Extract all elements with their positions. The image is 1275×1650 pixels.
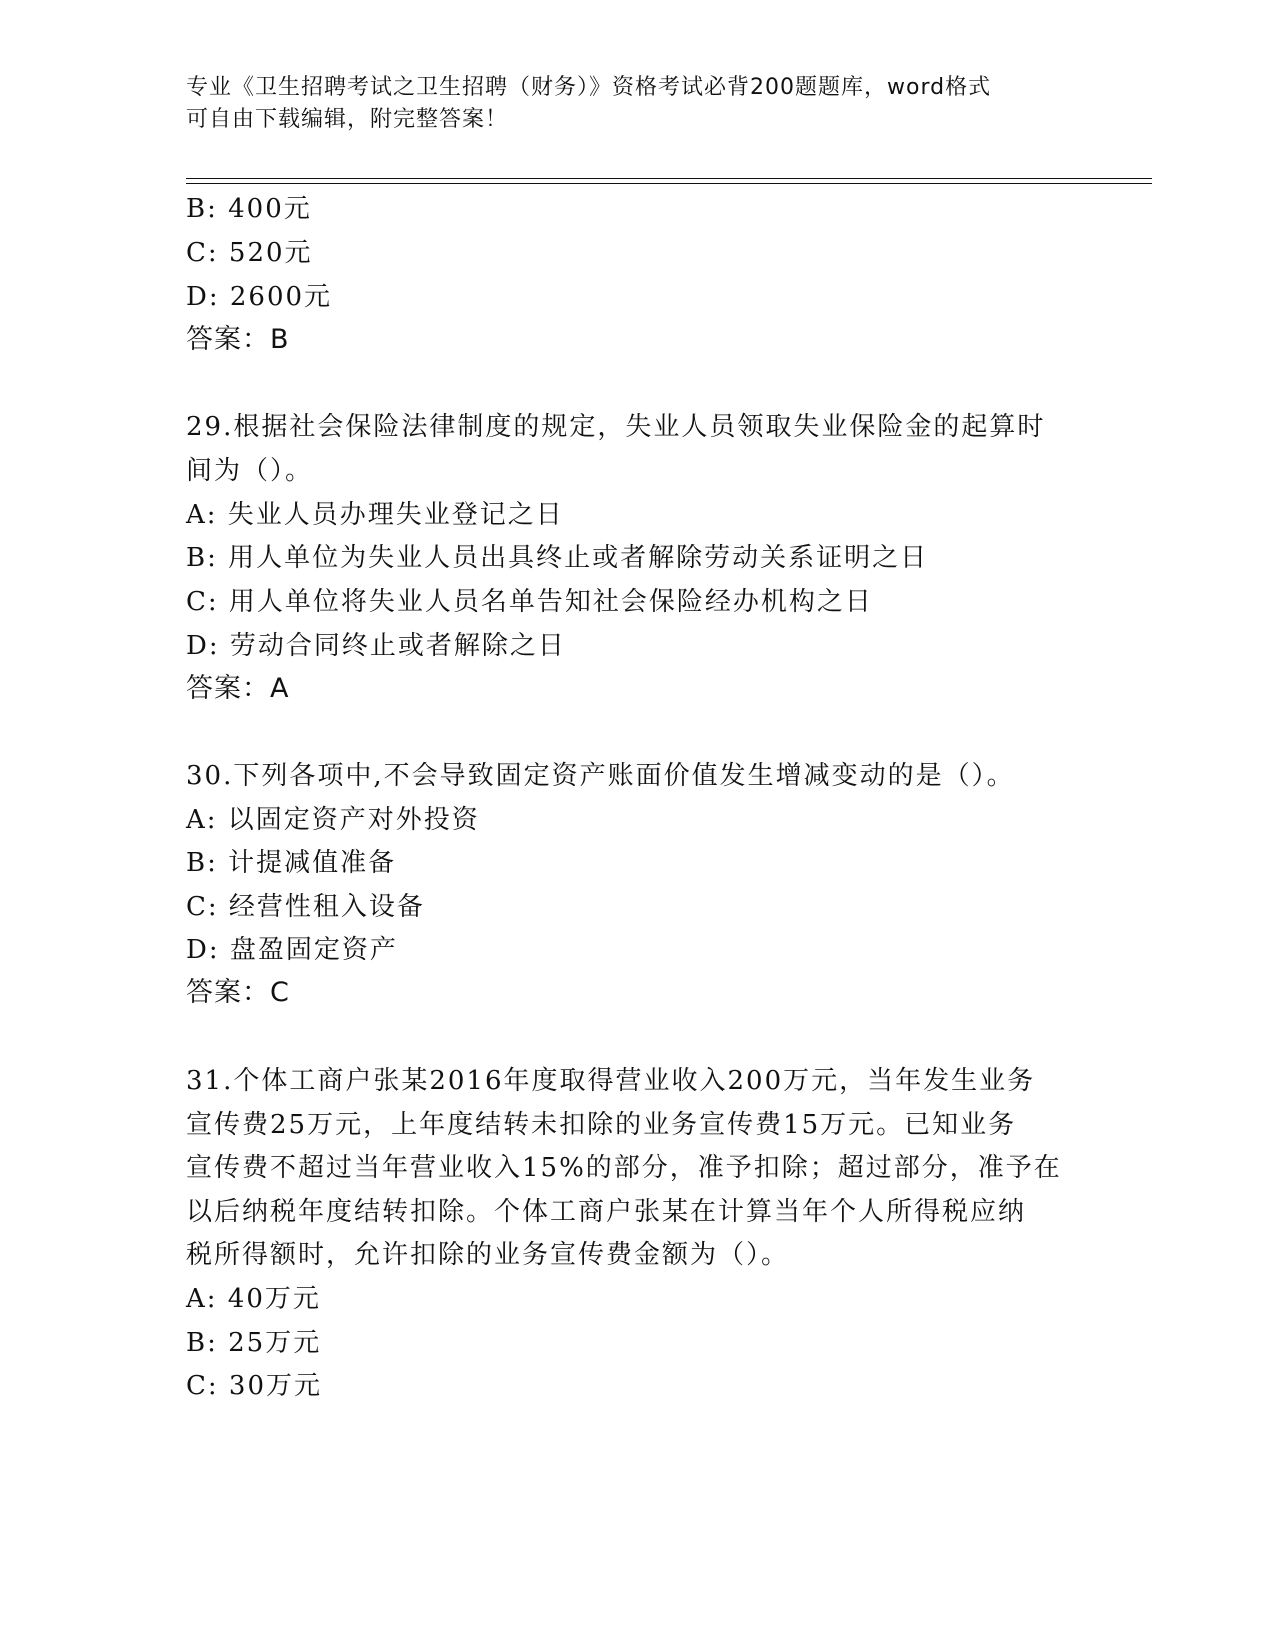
header-title-line-1: 专业《卫生招聘考试之卫生招聘（财务）》资格考试必背200题题库，word格式 — [186, 75, 992, 100]
q30-option-c: C: 经营性租入设备 — [186, 892, 425, 922]
q28-option-c: C: 520元 — [186, 238, 313, 268]
q29-option-a: A: 失业人员办理失业登记之日 — [186, 500, 564, 530]
q29-answer: 答案：A — [186, 673, 290, 704]
q29-option-b: B: 用人单位为失业人员出具终止或者解除劳动关系证明之日 — [186, 543, 929, 573]
document-header — [186, 72, 1066, 136]
q31-option-b: B: 25万元 — [186, 1328, 322, 1358]
q31-stem-line-3: 宣传费不超过当年营业收入15%的部分，准予扣除；超过部分，准予在 — [186, 1153, 1062, 1183]
q31-stem-line-2: 宣传费25万元，上年度结转未扣除的业务宣传费15万元。已知业务 — [186, 1110, 1017, 1140]
q31-stem-line-5: 税所得额时，允许扣除的业务宣传费金额为（）。 — [186, 1240, 790, 1270]
header-divider-bottom — [186, 183, 1152, 184]
q28-option-b: B: 400元 — [186, 194, 312, 224]
q31-option-a: A: 40万元 — [186, 1284, 321, 1314]
q29-stem-line-1: 29.根据社会保险法律制度的规定，失业人员领取失业保险金的起算时 — [186, 412, 1046, 442]
q30-option-b: B: 计提减值准备 — [186, 848, 397, 878]
q28-answer: 答案：B — [186, 324, 290, 355]
q31-stem-line-4: 以后纳税年度结转扣除。个体工商户张某在计算当年个人所得税应纳 — [186, 1197, 1027, 1227]
header-title-line-2: 可自由下载编辑，附完整答案！ — [186, 107, 509, 132]
q31-stem-line-1: 31.个体工商户张某2016年度取得营业收入200万元，当年发生业务 — [186, 1066, 1036, 1096]
q30-option-d: D: 盘盈固定资产 — [186, 935, 398, 965]
q29-option-c: C: 用人单位将失业人员名单告知社会保险经办机构之日 — [186, 587, 873, 617]
q28-option-d: D: 2600元 — [186, 282, 333, 312]
q29-option-d: D: 劳动合同终止或者解除之日 — [186, 631, 566, 661]
q30-answer: 答案：C — [186, 977, 290, 1008]
q30-stem-line-1: 30.下列各项中,不会导致固定资产账面价值发生增减变动的是（）。 — [186, 761, 1015, 791]
q29-stem-line-2: 间为（）。 — [186, 456, 314, 486]
q31-option-c: C: 30万元 — [186, 1371, 323, 1401]
q30-option-a: A: 以固定资产对外投资 — [186, 805, 480, 835]
header-divider-top — [186, 178, 1152, 179]
